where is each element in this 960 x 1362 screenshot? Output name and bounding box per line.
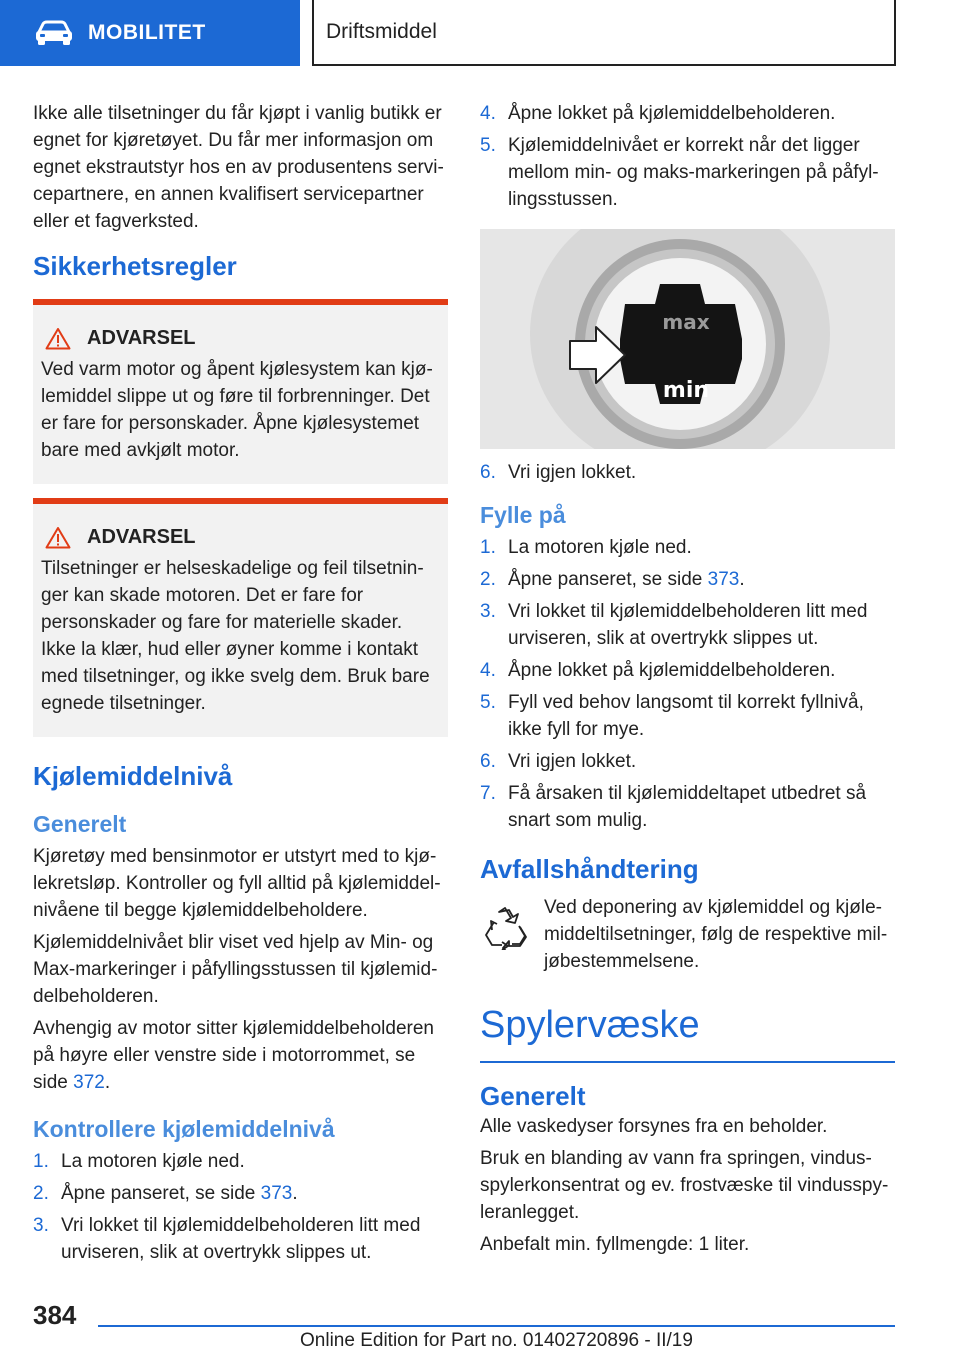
- warning-box: [33, 498, 448, 737]
- washer-paragraph: Bruk en blanding av vann fra springen, vindusspylerkonsentrat og ev. frostvæske til vindusspyleranlegget.: [480, 1148, 889, 1223]
- list-item: 1. La motoren kjøle ned.: [480, 537, 692, 558]
- fill-steps-list: [480, 534, 895, 834]
- warning-text: Ved varm motor og åpent kjølesystem kan kjølemiddel slippe ut og føre til forbrenninger. Det er fare for personskader. Åpne kjølesystemet bare med avkjølt motor.: [41, 359, 433, 461]
- check-steps-list-continued: [480, 100, 895, 213]
- page-link[interactable]: 372: [73, 1072, 105, 1093]
- waste-heading: Avfallshåndtering: [480, 854, 699, 884]
- general-paragraph: Kjølemiddelnivået blir viset ved hjelp av Min- og Max-markeringer i påfyllingsstussen til kjølemiddelbeholderen.: [33, 932, 438, 1007]
- warning-title: ADVARSEL: [87, 327, 196, 349]
- list-item: 5. Fyll ved behov langsomt til korrekt fyllnivå, ikke fyll for mye.: [480, 692, 864, 740]
- waste-section: [480, 894, 895, 975]
- list-item: 5. Kjølemiddelnivået er korrekt når det ligger mellom min- og maks-markeringen på påfyllingsstussen.: [480, 135, 879, 210]
- page-link[interactable]: 373: [260, 1183, 293, 1204]
- car-icon: [34, 20, 74, 46]
- warning-triangle-icon: [45, 526, 71, 549]
- list-item: 1. La motoren kjøle ned.: [33, 1151, 245, 1172]
- intro-paragraph: Ikke alle tilsetninger du får kjøpt i vanlig butikk er egnet for kjøretøyet. Du får mer informasjon om egnet ekstrautstyr hos en av produsentens servicepartnere, en annen kvalifisert servicepartner eller et fagverksted.: [33, 103, 444, 232]
- page-header: [0, 0, 960, 66]
- left-column: [33, 100, 448, 1271]
- washer-paragraph: Anbefalt min. fyllmengde: 1 liter.: [480, 1234, 750, 1255]
- warning-box: [33, 299, 448, 484]
- coolant-heading: Kjølemiddelnivå: [33, 761, 233, 791]
- page-number: 384: [33, 1300, 77, 1330]
- edition-text: Online Edition for Part no. 01402720896 - II/19: [300, 1330, 693, 1351]
- footer-divider: [98, 1325, 895, 1327]
- safety-heading: Sikkerhetsregler: [33, 251, 237, 281]
- check-heading: Kontrollere kjølemiddelnivå: [33, 1116, 335, 1142]
- warning-title: ADVARSEL: [87, 526, 196, 548]
- general-heading: Generelt: [33, 811, 127, 837]
- section-tab: [0, 0, 300, 66]
- waste-text: Ved deponering av kjølemiddel og kjølemiddeltilsetninger, følg de respektive miljøbestemmelsene.: [544, 897, 888, 972]
- max-mark-label: max: [662, 310, 710, 334]
- washer-paragraph: Alle vaskedyser forsynes fra en beholder.: [480, 1116, 828, 1137]
- min-mark-label: min: [662, 378, 710, 403]
- washer-heading: Spylervæske: [480, 1001, 895, 1063]
- list-item: 3. Vri lokket til kjølemiddelbeholderen litt med urviseren, slik at overtrykk slippes ut.: [33, 1215, 421, 1263]
- check-steps-list: [33, 1148, 448, 1266]
- list-item: 4. Åpne lokket på kjølemiddelbeholderen.: [480, 103, 836, 124]
- recycle-icon: [482, 906, 528, 950]
- list-item: 7. Få årsaken til kjølemiddeltapet utbedret så snart som mulig.: [480, 783, 867, 831]
- check-step-6: [480, 459, 895, 486]
- list-item: 6. Vri igjen lokket.: [480, 751, 637, 772]
- coolant-filler-neck-illustration: [480, 229, 895, 449]
- general-paragraph: Kjøretøy med bensinmotor er utstyrt med to kjølekretsløp. Kontroller og fyll alltid på kjølemiddelnivåene til begge kjølemiddelbeholdere.: [33, 846, 441, 921]
- warning-triangle-icon: [45, 327, 71, 350]
- chapter-title: Driftsmiddel: [312, 0, 896, 66]
- section-label: MOBILITET: [88, 21, 206, 44]
- list-item: 6. Vri igjen lokket.: [480, 462, 637, 483]
- washer-general-heading: Generelt: [480, 1081, 586, 1111]
- list-item: 2. Åpne panseret, se side 373.: [480, 569, 745, 590]
- page-link[interactable]: 373: [707, 569, 740, 590]
- general-paragraph: Avhengig av motor sitter kjølemiddelbeholderen på høyre eller venstre side i motorrommet, se side 372.: [33, 1018, 434, 1093]
- warning-text: Tilsetninger er helseskadelige og feil tilsetninger kan skade motoren. Det er fare for personskader og fare for materielle skader. Ikke la klær, hud eller øyner komme i kontakt med tilsetninger, og ikke svelg dem. Bruk bare egnede tilsetninger.: [41, 558, 430, 714]
- list-item: 3. Vri lokket til kjølemiddelbeholderen litt med urviseren, slik at overtrykk slippes ut.: [480, 601, 868, 649]
- list-item: 2. Åpne panseret, se side 373.: [33, 1183, 298, 1204]
- list-item: 4. Åpne lokket på kjølemiddelbeholderen.: [480, 660, 836, 681]
- right-column: [480, 100, 895, 1263]
- fill-heading: Fylle på: [480, 502, 566, 528]
